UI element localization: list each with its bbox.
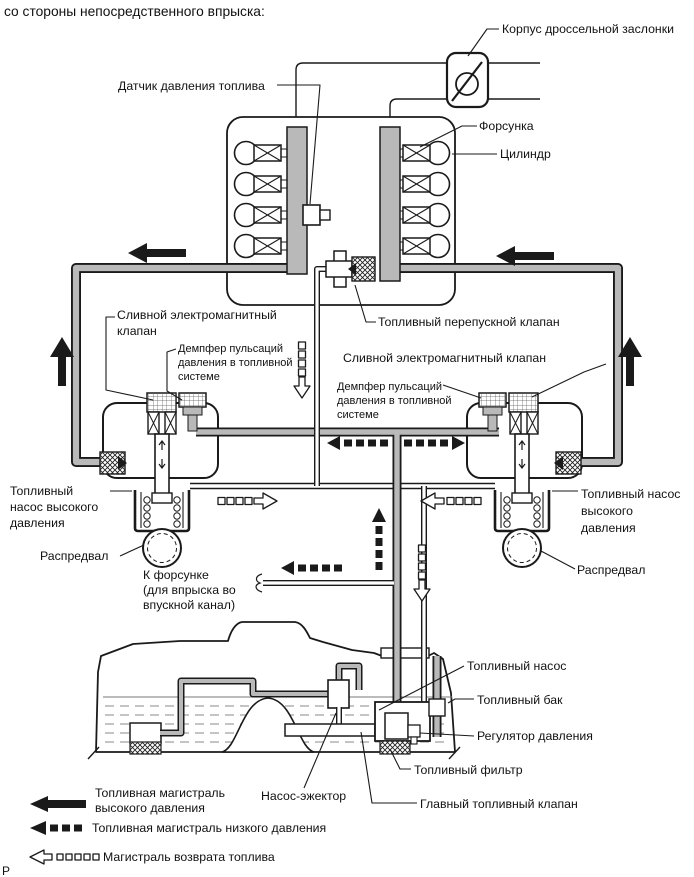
label-throttle-body: Корпус дроссельной заслонки <box>502 22 674 36</box>
return-check-valve <box>429 699 445 716</box>
svg-text:насос высокого: насос высокого <box>10 500 99 514</box>
label-hp-pump-right: Топливный насос <box>581 487 681 501</box>
camshaft-icon-left <box>143 529 181 567</box>
label-camshaft-left: Распредвал <box>40 549 109 563</box>
pressure-regulator-icon <box>408 725 420 737</box>
svg-text:высокого давления: высокого давления <box>95 801 205 815</box>
label-cylinder: Цилиндр <box>500 147 551 161</box>
legend-high-pressure-label: Топливная магистраль <box>95 786 226 800</box>
low-pressure-arrows <box>281 436 465 575</box>
legend-high-pressure-arrow <box>30 796 86 812</box>
label-fuel-pump: Топливный насос <box>467 659 567 673</box>
air-intake-lines <box>296 63 540 117</box>
fuel-rail-left <box>287 127 307 274</box>
label-damper-right: Демпфер пульсаций <box>337 381 442 393</box>
label-bypass-valve: Топливный перепускной клапан <box>378 315 560 329</box>
legend-low-pressure-label: Топливная магистраль низкого давления <box>92 821 327 835</box>
label-hp-pump-left: Топливный <box>10 484 74 498</box>
strainer-icon <box>130 723 161 754</box>
legend-return-arrow <box>30 850 99 864</box>
page-title: со стороны непосредственного впрыска: <box>4 4 265 19</box>
label-damper-left: Демпфер пульсаций <box>178 343 283 355</box>
label-drain-solenoid-left: Сливной электромагнитный <box>117 308 277 322</box>
legend-low-pressure-arrow <box>30 821 82 835</box>
legend-return-label: Магистраль возврата топлива <box>103 850 275 864</box>
label-fuel-filter: Топливный фильтр <box>414 763 523 777</box>
label-main-fuel-valve: Главный топливный клапан <box>420 797 578 811</box>
jet-pump-icon <box>328 680 349 708</box>
svg-text:впускной канал): впускной канал) <box>143 598 236 612</box>
label-jet-pump: Насос-эжектор <box>261 789 347 803</box>
camshaft-icon-right <box>503 529 541 567</box>
svg-text:клапан: клапан <box>117 324 157 338</box>
svg-text:системе: системе <box>337 409 379 421</box>
svg-text:системе: системе <box>178 371 220 383</box>
label-fuel-tank: Топливный бак <box>477 693 563 707</box>
svg-text:(для впрыска во: (для впрыска во <box>143 583 236 597</box>
svg-text:высокого: высокого <box>581 504 633 518</box>
svg-text:давления в топливной: давления в топливной <box>178 357 293 369</box>
svg-text:давления: давления <box>581 521 636 535</box>
svg-text:давления: давления <box>10 516 65 530</box>
corner-mark: Р <box>2 864 11 877</box>
label-drain-solenoid-right: Сливной электромагнитный клапан <box>343 351 547 365</box>
svg-text:давления в топливной: давления в топливной <box>337 395 452 407</box>
label-injector: Форсунка <box>479 119 534 133</box>
label-pressure-regulator: Регулятор давления <box>477 729 593 743</box>
label-to-injector: К форсунке <box>143 568 209 582</box>
fuel-rail-right <box>380 127 400 281</box>
label-camshaft-right: Распредвал <box>577 563 646 577</box>
label-fuel-pressure-sensor: Датчик давления топлива <box>118 79 265 93</box>
throttle-body-icon <box>447 53 488 107</box>
